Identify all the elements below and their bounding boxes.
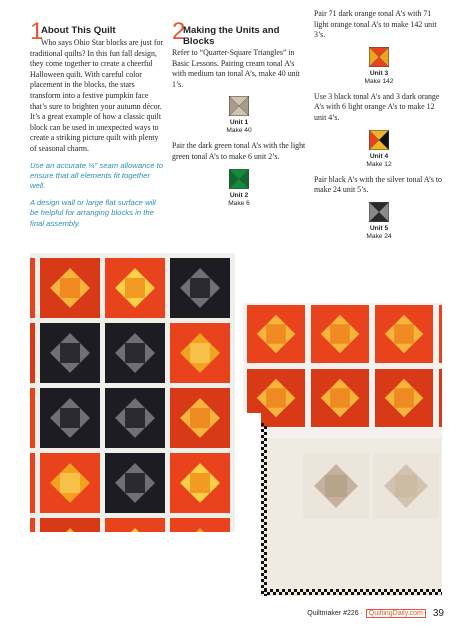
section-number: 2: [172, 18, 186, 45]
unit4-instructions: Use 3 black tonal A’s and 3 dark orange A’s with 6 light orange A’s to make 12 unit 4’s.: [314, 91, 440, 122]
quilt-photo-corner-detail: [243, 303, 442, 596]
seam-note: Use an accurate ¼" seam allowance to ensure that all elements fit together well.: [30, 160, 164, 191]
section-title: About This Quilt: [41, 25, 116, 36]
unit-name: Unit 2: [229, 191, 249, 199]
unit-diagram: [314, 130, 444, 169]
section-about: [30, 18, 164, 229]
unit2-instructions: Pair the dark green tonal A’s with the light green tonal A’s to make 6 unit 2’s.: [172, 141, 306, 161]
section-header: [30, 18, 164, 48]
section-units-continued: [314, 9, 444, 247]
quarter-square-triangle-icon: [369, 130, 389, 150]
section-making-units: [172, 18, 306, 214]
unit3-instructions: Pair 71 dark orange tonal A’s with 71 light orange tonal A’s to make 142 unit 3’s.: [314, 9, 437, 40]
quarter-square-triangle-icon: [369, 202, 389, 222]
page-number: 39: [432, 608, 444, 619]
quarter-square-triangle-icon: [229, 96, 249, 116]
section-header: [172, 18, 306, 48]
website-link[interactable]: QuiltingDaily.com: [366, 609, 426, 618]
unit-diagram: [314, 202, 444, 241]
unit-name: Unit 1: [229, 119, 249, 127]
section-number: 1: [30, 18, 44, 45]
unit-name: Unit 4: [369, 152, 389, 160]
quarter-square-triangle-icon: [369, 47, 389, 67]
unit-diagram: [314, 47, 444, 86]
unit-name: Unit 3: [369, 69, 389, 77]
section-title: Making the Units and Blocks: [183, 25, 280, 47]
unit-count: Make 6: [228, 199, 250, 207]
unit-name: Unit 5: [369, 224, 389, 232]
quarter-square-triangle-icon: [229, 169, 249, 189]
unit-count: Make 12: [366, 160, 392, 168]
unit-diagram: [172, 96, 306, 135]
about-body: Who says Ohio Star blocks are just for traditional quilts? In this fun fall design, they come together to create a cheerful Halloween quilt. With careful color placement in the blocks, the stars transform into a festive pumpkin face that’s sure to brighten your autumn décor. It’s a great example of how a classic quilt block can be used in unexpected ways to create a striking picture quilt with plenty of seasonal charm.: [30, 38, 164, 153]
unit-count: Make 142: [364, 77, 394, 85]
unit1-instructions: Refer to “Quarter-Square Triangles” in Basic Lessons. Pairing cream tonal A’s with medium tan tonal A’s, make 40 unit 1’s.: [172, 48, 300, 89]
unit-count: Make 24: [366, 232, 392, 240]
page-footer: [307, 608, 444, 619]
quilt-photo-image: [30, 253, 235, 532]
magazine-issue: Quiltmaker #226 ·: [307, 610, 363, 617]
design-wall-note: A design wall or large flat surface will be helpful for arranging blocks in the final assembly.: [30, 197, 156, 228]
quilt-photo-image: [243, 303, 442, 596]
unit-diagram: [172, 169, 306, 208]
quilt-photo-pumpkin-face: [30, 253, 235, 532]
unit-count: Make 40: [226, 127, 252, 135]
unit5-instructions: Pair black A’s with the silver tonal A’s to make 24 unit 5’s.: [314, 174, 442, 195]
